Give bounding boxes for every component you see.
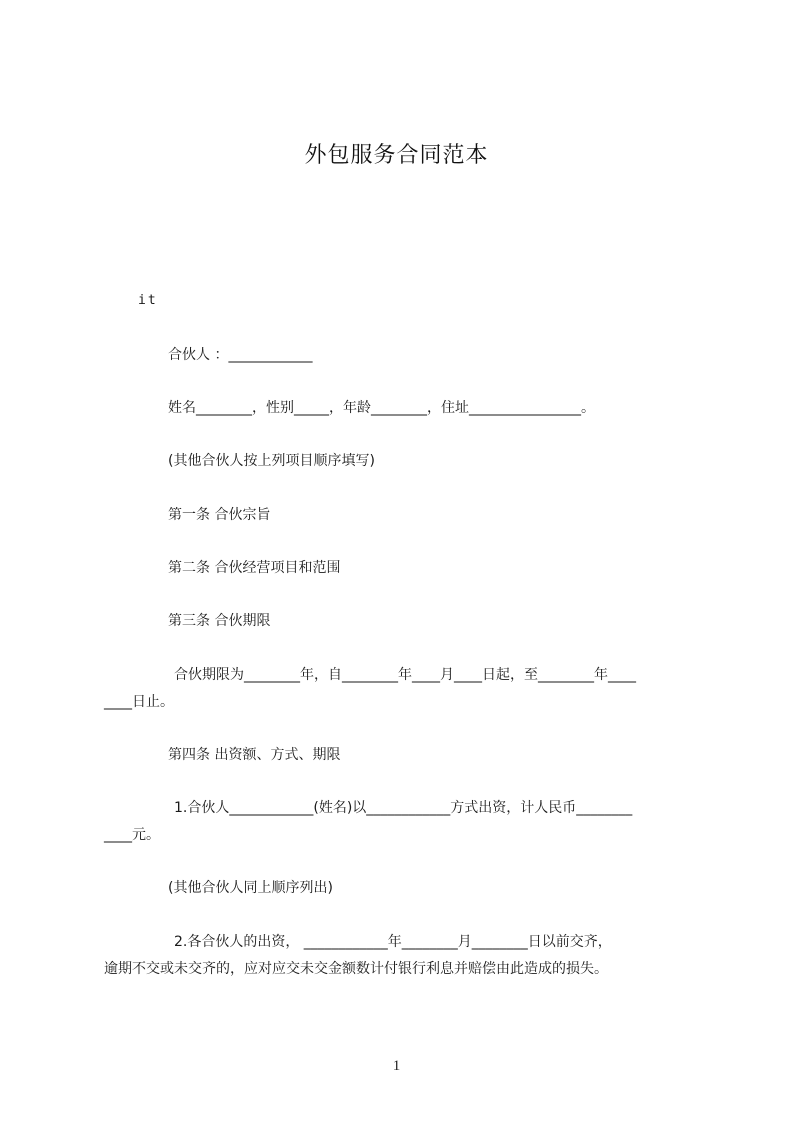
capital-line-2: ____元。	[104, 827, 160, 843]
term-line-1: 合伙期限为________年，自________年____月____日起，至________年____	[174, 667, 636, 683]
article-2-heading: 第二条 合伙经营项目和范围	[168, 560, 341, 576]
article-4-heading: 第四条 出资额、方式、期限	[168, 747, 341, 763]
term-line-2: ____日止。	[104, 694, 174, 710]
margin-marker: it	[138, 293, 158, 308]
article-3-heading: 第三条 合伙期限	[168, 613, 271, 629]
document-title: 外包服务合同范本	[304, 143, 489, 168]
deadline-line-2: 逾期不交或未交齐的，应对应交未交金额数计付银行利息并赔偿由此造成的损失。	[104, 961, 608, 977]
personal-info-line: 姓名________，性别_____，年龄________，住址________________。	[168, 400, 595, 416]
capital-line-1: 1.合伙人____________(姓名)以____________方式出资，计人民币________	[174, 800, 633, 816]
deadline-line-1: 2.各合伙人的出资， ____________年________月________日以前交齐，	[174, 934, 612, 950]
page-number: 1	[392, 1058, 401, 1074]
note-others-1: (其他合伙人按上列项目顺序填写)	[168, 453, 375, 469]
partner-line: 合伙人 ：____________	[168, 347, 313, 363]
note-others-2: (其他合伙人同上顺序列出)	[168, 880, 333, 896]
article-1-heading: 第一条 合伙宗旨	[168, 507, 271, 523]
